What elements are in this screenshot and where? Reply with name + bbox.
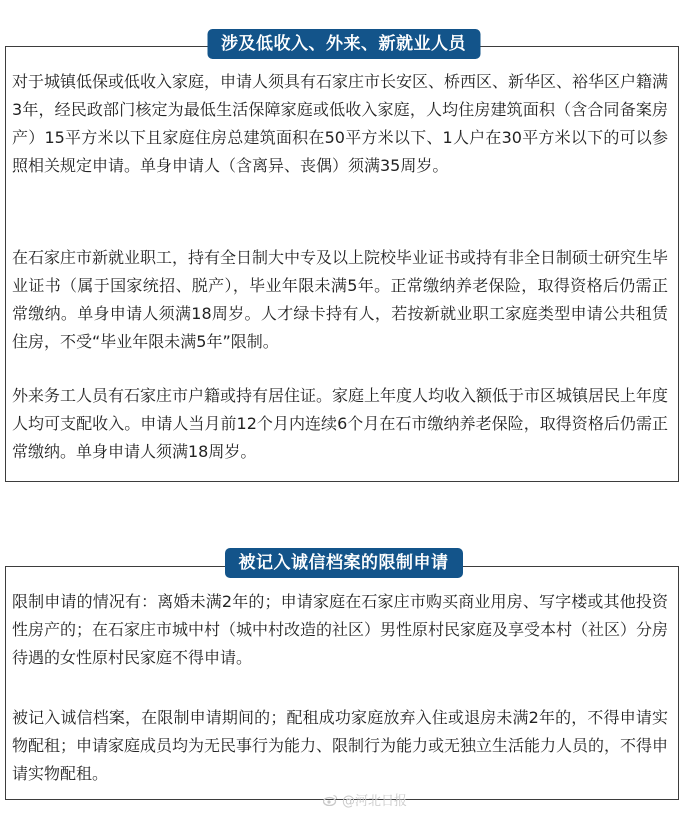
paragraph-restriction-cases: 限制申请的情况有：离婚未满2年的；申请家庭在石家庄市购买商业用房、写字楼或其他投资性房产的；在石家庄市城中村（城中村改造的社区）男性原村民家庭及享受本村（社区）分房待遇的女性原村民家庭不得申请。 (12, 592, 669, 667)
section-title-low-income: 涉及低收入、外来、新就业人员 (207, 29, 480, 59)
paragraph-migrant-workers: 外来务工人员有石家庄市户籍或持有居住证。家庭上年度人均收入额低于市区城镇居民上年度人均可支配收入。申请人当月前12个月内连续6个月在石市缴纳养老保险，取得资格后仍需正常缴纳。单身申请人须满18周岁。 (12, 386, 669, 461)
paragraph-low-income-families: 对于城镇低保或低收入家庭，申请人须具有石家庄市长安区、桥西区、新华区、裕华区户籍满3年，经民政部门核定为最低生活保障家庭或低收入家庭，人均住房建筑面积（含合同备案房产）15平方米以下且家庭住房总建筑面积在50平方米以下、1人户在30平方米以下的可以参照相关规定申请。单身申请人（含离异、丧偶）须满35周岁。 (12, 72, 669, 175)
paragraph-new-employees: 在石家庄市新就业职工，持有全日制大中专及以上院校毕业证书或持有非全日制硕士研究生毕业证书（属于国家统招、脱产），毕业年限未满5年。正常缴纳养老保险，取得资格后仍需正常缴纳。单身申请人须满18周岁。人才绿卡持有人，若按新就业职工家庭类型申请公共租赁住房，不受“毕业年限未满5年”限制。 (12, 248, 669, 351)
weibo-watermark (323, 790, 407, 809)
section-title-credit-restrictions: 被记入诚信档案的限制申请 (225, 548, 463, 578)
watermark-text: @河北日报 (341, 794, 407, 809)
weibo-icon (323, 794, 338, 806)
paragraph-credit-record: 被记入诚信档案，在限制申请期间的；配租成功家庭放弃入住或退房未满2年的，不得申请实物配租；申请家庭成员均为无民事行为能力、限制行为能力或无独立生活能力人员的，不得申请实物配租。 (12, 708, 669, 783)
